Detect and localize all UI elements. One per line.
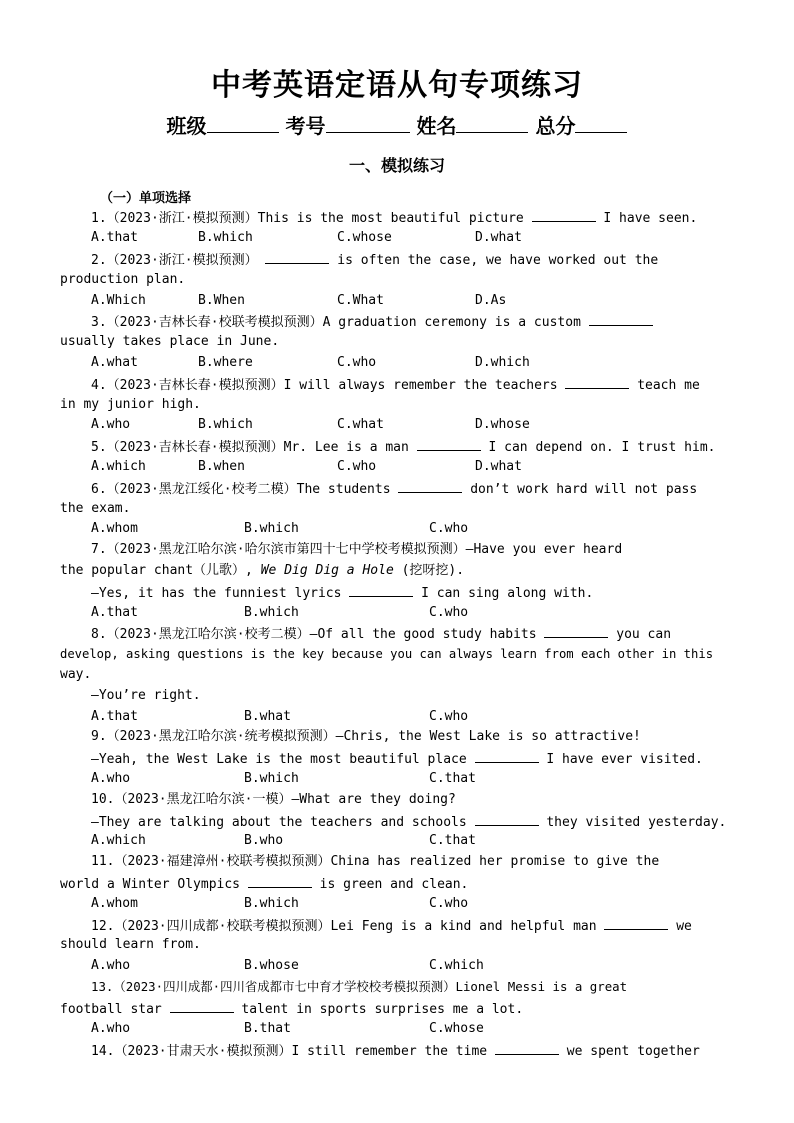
question-13-line-1: 13.（2023·四川成都·四川省成都市七中育才学校校考模拟预测）Lionel Messi is a great bbox=[91, 979, 628, 994]
question-3-line-1: 3.（2023·吉林长春·校联考模拟预测）A graduation ceremony is a custom bbox=[91, 312, 653, 332]
answer-blank bbox=[604, 916, 668, 930]
question-3-option-c: C.who bbox=[337, 355, 377, 370]
class-blank bbox=[207, 114, 279, 133]
question-4-option-b: B.which bbox=[198, 417, 253, 432]
question-1-option-a: A.that bbox=[91, 230, 138, 245]
question-13-option-b: B.that bbox=[244, 1021, 291, 1036]
question-7-line-3: —Yes, it has the funniest lyrics I can sing along with. bbox=[91, 583, 593, 603]
answer-blank bbox=[475, 812, 539, 826]
student-info-row bbox=[0, 110, 794, 139]
answer-blank bbox=[398, 479, 462, 493]
question-11-option-a: A.whom bbox=[91, 896, 138, 911]
question-5-line-1: 5.（2023·吉林长春·模拟预测）Mr. Lee is a man I can depend on. I trust him. bbox=[91, 437, 715, 457]
question-6-option-b: B.which bbox=[244, 521, 299, 536]
answer-blank bbox=[417, 437, 481, 451]
question-12-option-b: B.whose bbox=[244, 958, 299, 973]
question-9-option-b: B.which bbox=[244, 771, 299, 786]
question-1-line-1: 1.（2023·浙江·模拟预测）This is the most beautiful picture I have seen. bbox=[91, 208, 697, 228]
question-13-option-c: C.whose bbox=[429, 1021, 484, 1036]
question-9-option-a: A.who bbox=[91, 771, 131, 786]
question-1-option-d: D.what bbox=[475, 230, 522, 245]
question-3-option-b: B.where bbox=[198, 355, 253, 370]
answer-blank bbox=[495, 1041, 559, 1055]
question-7-line-2: the popular chant（儿歌）, We Dig Dig a Hole (挖呀挖). bbox=[60, 563, 465, 578]
question-13-option-a: A.who bbox=[91, 1021, 131, 1036]
question-8-option-a: A.that bbox=[91, 709, 138, 724]
question-8-line-4: —You’re right. bbox=[91, 688, 201, 703]
question-3-option-a: A.what bbox=[91, 355, 138, 370]
question-13-line-2: football star talent in sports surprises me a lot. bbox=[60, 999, 523, 1019]
question-1-option-b: B.which bbox=[198, 230, 253, 245]
question-3-line-2: usually takes place in June. bbox=[60, 334, 280, 349]
question-5-option-c: C.who bbox=[337, 459, 377, 474]
question-12-option-c: C.which bbox=[429, 958, 484, 973]
answer-blank bbox=[544, 624, 608, 638]
question-4-option-c: C.what bbox=[337, 417, 384, 432]
question-6-line-1: 6.（2023·黑龙江绥化·校考二模）The students don’t work hard will not pass bbox=[91, 479, 697, 499]
question-10-option-c: C.that bbox=[429, 833, 476, 848]
question-6-option-c: C.who bbox=[429, 521, 469, 536]
question-4-option-d: D.whose bbox=[475, 417, 530, 432]
question-12-option-a: A.who bbox=[91, 958, 131, 973]
question-10-line-1: 10.（2023·黑龙江哈尔滨·一模）—What are they doing? bbox=[91, 792, 456, 807]
answer-blank bbox=[170, 999, 234, 1013]
exam-no-blank bbox=[326, 114, 410, 133]
question-4-line-1: 4.（2023·吉林长春·模拟预测）I will always remember the teachers teach me bbox=[91, 375, 700, 395]
question-5-option-b: B.when bbox=[198, 459, 245, 474]
page-title: 中考英语定语从句专项练习 bbox=[211, 68, 583, 103]
question-8-line-2: develop, asking questions is the key because you can always learn from each other in this bbox=[60, 647, 714, 661]
question-7-option-a: A.that bbox=[91, 605, 138, 620]
question-9-line-2: —Yeah, the West Lake is the most beautiful place I have ever visited. bbox=[91, 749, 703, 769]
question-11-option-b: B.which bbox=[244, 896, 299, 911]
class-label: 班级 bbox=[166, 114, 207, 138]
question-5-option-d: D.what bbox=[475, 459, 522, 474]
question-9-option-c: C.that bbox=[429, 771, 476, 786]
question-1-option-c: C.whose bbox=[337, 230, 392, 245]
question-11-line-1: 11.（2023·福建漳州·校联考模拟预测）China has realized her promise to give the bbox=[91, 854, 660, 869]
subsection-title: （一）单项选择 bbox=[100, 191, 192, 206]
question-7-line-1: 7.（2023·黑龙江哈尔滨·哈尔滨市第四十七中学校考模拟预测）—Have you ever heard bbox=[91, 542, 623, 557]
question-11-line-2: world a Winter Olympics is green and clean. bbox=[60, 874, 468, 894]
answer-blank bbox=[475, 749, 539, 763]
question-3-option-d: D.which bbox=[475, 355, 530, 370]
question-2-line-2: production plan. bbox=[60, 272, 186, 287]
answer-blank bbox=[248, 874, 312, 888]
question-6-line-2: the exam. bbox=[60, 501, 131, 516]
question-5-option-a: A.which bbox=[91, 459, 146, 474]
exam-no-label: 考号 bbox=[285, 114, 326, 138]
question-7-option-c: C.who bbox=[429, 605, 469, 620]
question-6-option-a: A.whom bbox=[91, 521, 138, 536]
score-blank bbox=[575, 114, 627, 133]
question-2-option-a: A.Which bbox=[91, 293, 146, 308]
question-2-option-c: C.What bbox=[337, 293, 384, 308]
question-12-line-1: 12.（2023·四川成都·校联考模拟预测）Lei Feng is a kind and helpful man we bbox=[91, 916, 692, 936]
question-12-line-2: should learn from. bbox=[60, 937, 201, 952]
question-2-line-1: 2.（2023·浙江·模拟预测） is often the case, we have worked out the bbox=[91, 250, 658, 270]
answer-blank bbox=[589, 312, 653, 326]
question-7-option-b: B.which bbox=[244, 605, 299, 620]
question-4-line-2: in my junior high. bbox=[60, 397, 201, 412]
question-10-option-a: A.which bbox=[91, 833, 146, 848]
name-blank bbox=[456, 114, 528, 133]
answer-blank bbox=[565, 375, 629, 389]
question-8-line-3: way. bbox=[60, 667, 92, 682]
question-2-option-b: B.When bbox=[198, 293, 245, 308]
question-4-option-a: A.who bbox=[91, 417, 131, 432]
question-2-option-d: D.As bbox=[475, 293, 507, 308]
question-9-line-1: 9.（2023·黑龙江哈尔滨·统考模拟预测）—Chris, the West Lake is so attractive! bbox=[91, 729, 641, 744]
question-11-option-c: C.who bbox=[429, 896, 469, 911]
answer-blank bbox=[265, 250, 329, 264]
question-8-option-c: C.who bbox=[429, 709, 469, 724]
question-10-option-b: B.who bbox=[244, 833, 284, 848]
song-title: We Dig Dig a Hole bbox=[260, 563, 394, 578]
question-8-line-1: 8.（2023·黑龙江哈尔滨·校考二模）—Of all the good study habits you can bbox=[91, 624, 671, 644]
answer-blank bbox=[532, 208, 596, 222]
score-label: 总分 bbox=[535, 114, 576, 138]
answer-blank bbox=[349, 583, 413, 597]
name-label: 姓名 bbox=[416, 114, 457, 138]
section-title: 一、模拟练习 bbox=[348, 156, 445, 175]
question-14-line-1: 14.（2023·甘肃天水·模拟预测）I still remember the time we spent together bbox=[91, 1041, 700, 1061]
question-8-option-b: B.what bbox=[244, 709, 291, 724]
question-10-line-2: —They are talking about the teachers and schools they visited yesterday. bbox=[91, 812, 726, 832]
